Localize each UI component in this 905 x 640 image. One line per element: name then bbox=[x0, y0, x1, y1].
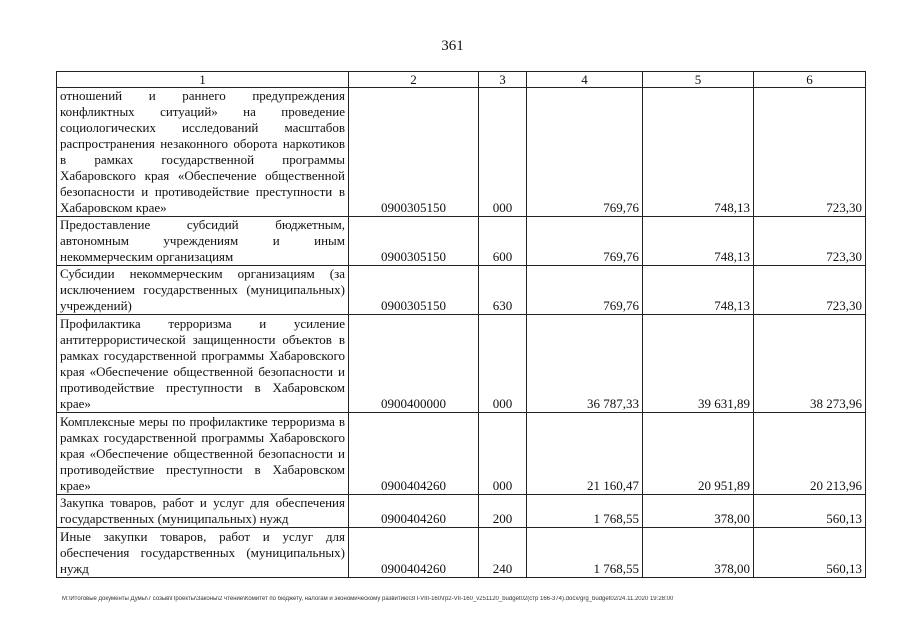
amount-col6: 560,13 bbox=[754, 528, 866, 578]
amount-col6: 20 213,96 bbox=[754, 413, 866, 495]
expense-type-code: 000 bbox=[479, 88, 527, 217]
expense-type-code: 630 bbox=[479, 266, 527, 315]
expense-type-code: 000 bbox=[479, 413, 527, 495]
table-row bbox=[57, 315, 866, 413]
header-row bbox=[57, 72, 866, 88]
item-name: отношений и раннего предупреждения конфликтных ситуаций» на проведение социологических исследований масштабов распространения незаконного оборота наркотиков в рамках государственной программы Хабаровского края «Обеспечение общественной безопасности и противодействие преступности в Хабаровском крае» bbox=[57, 88, 349, 217]
item-name: Субсидии некоммерческим организациям (за исключением государственных (муниципальных) учреждений) bbox=[57, 266, 349, 315]
table-row bbox=[57, 88, 866, 217]
amount-col5: 378,00 bbox=[643, 495, 754, 528]
table-row bbox=[57, 528, 866, 578]
expense-type-code: 600 bbox=[479, 217, 527, 266]
amount-col6: 38 273,96 bbox=[754, 315, 866, 413]
column-header: 4 bbox=[527, 72, 643, 88]
column-header: 6 bbox=[754, 72, 866, 88]
amount-col6: 723,30 bbox=[754, 266, 866, 315]
amount-col4: 36 787,33 bbox=[527, 315, 643, 413]
amount-col5: 39 631,89 bbox=[643, 315, 754, 413]
item-name: Профилактика терроризма и усиление антитеррористической защищенности объектов в рамках государственной программы Хабаровского края «Обеспечение общественной безопасности и противодействие преступности в Хабаровском крае» bbox=[57, 315, 349, 413]
expense-type-code: 200 bbox=[479, 495, 527, 528]
target-article-code: 0900305150 bbox=[349, 217, 479, 266]
table-row bbox=[57, 266, 866, 315]
amount-col5: 20 951,89 bbox=[643, 413, 754, 495]
table-row bbox=[57, 217, 866, 266]
expense-type-code: 240 bbox=[479, 528, 527, 578]
page-number: 361 bbox=[441, 38, 464, 54]
amount-col5: 748,13 bbox=[643, 217, 754, 266]
target-article-code: 0900404260 bbox=[349, 495, 479, 528]
amount-col6: 560,13 bbox=[754, 495, 866, 528]
amount-col5: 748,13 bbox=[643, 266, 754, 315]
amount-col4: 769,76 bbox=[527, 88, 643, 217]
target-article-code: 0900305150 bbox=[349, 88, 479, 217]
amount-col5: 378,00 bbox=[643, 528, 754, 578]
target-article-code: 0900400000 bbox=[349, 315, 479, 413]
item-name: Комплексные меры по профилактике терроризма в рамках государственной программы Хабаровского края «Обеспечение общественной безопасности и противодействие преступности в Хабаровском крае» bbox=[57, 413, 349, 495]
expense-type-code: 000 bbox=[479, 315, 527, 413]
amount-col4: 1 768,55 bbox=[527, 528, 643, 578]
column-header: 5 bbox=[643, 72, 754, 88]
column-header: 3 bbox=[479, 72, 527, 88]
amount-col4: 1 768,55 bbox=[527, 495, 643, 528]
target-article-code: 0900404260 bbox=[349, 528, 479, 578]
item-name: Иные закупки товаров, работ и услуг для обеспечения государственных (муниципальных) нужд bbox=[57, 528, 349, 578]
amount-col6: 723,30 bbox=[754, 88, 866, 217]
amount-col5: 748,13 bbox=[643, 88, 754, 217]
column-header: 1 bbox=[57, 72, 349, 88]
amount-col4: 769,76 bbox=[527, 217, 643, 266]
item-name: Закупка товаров, работ и услуг для обеспечения государственных (муниципальных) нужд bbox=[57, 495, 349, 528]
target-article-code: 0900305150 bbox=[349, 266, 479, 315]
item-name: Предоставление субсидий бюджетным, автономным учреждениям и иным некоммерческим организациям bbox=[57, 217, 349, 266]
file-path-footer: M:\Итоговые документы Думы\7 созыв\Проекты\Законы\2 чтение\Комитет по бюджету, налогам и экономическому развитию\ЗП-VIII-160\гр2-VII-160_v251120_budget02(стр 166-374).docx/grg_budget02/24.11.2020 19:28:00 bbox=[62, 596, 674, 602]
amount-col4: 21 160,47 bbox=[527, 413, 643, 495]
amount-col4: 769,76 bbox=[527, 266, 643, 315]
table-row bbox=[57, 495, 866, 528]
table-row bbox=[57, 413, 866, 495]
budget-table bbox=[56, 71, 866, 578]
target-article-code: 0900404260 bbox=[349, 413, 479, 495]
column-header: 2 bbox=[349, 72, 479, 88]
amount-col6: 723,30 bbox=[754, 217, 866, 266]
